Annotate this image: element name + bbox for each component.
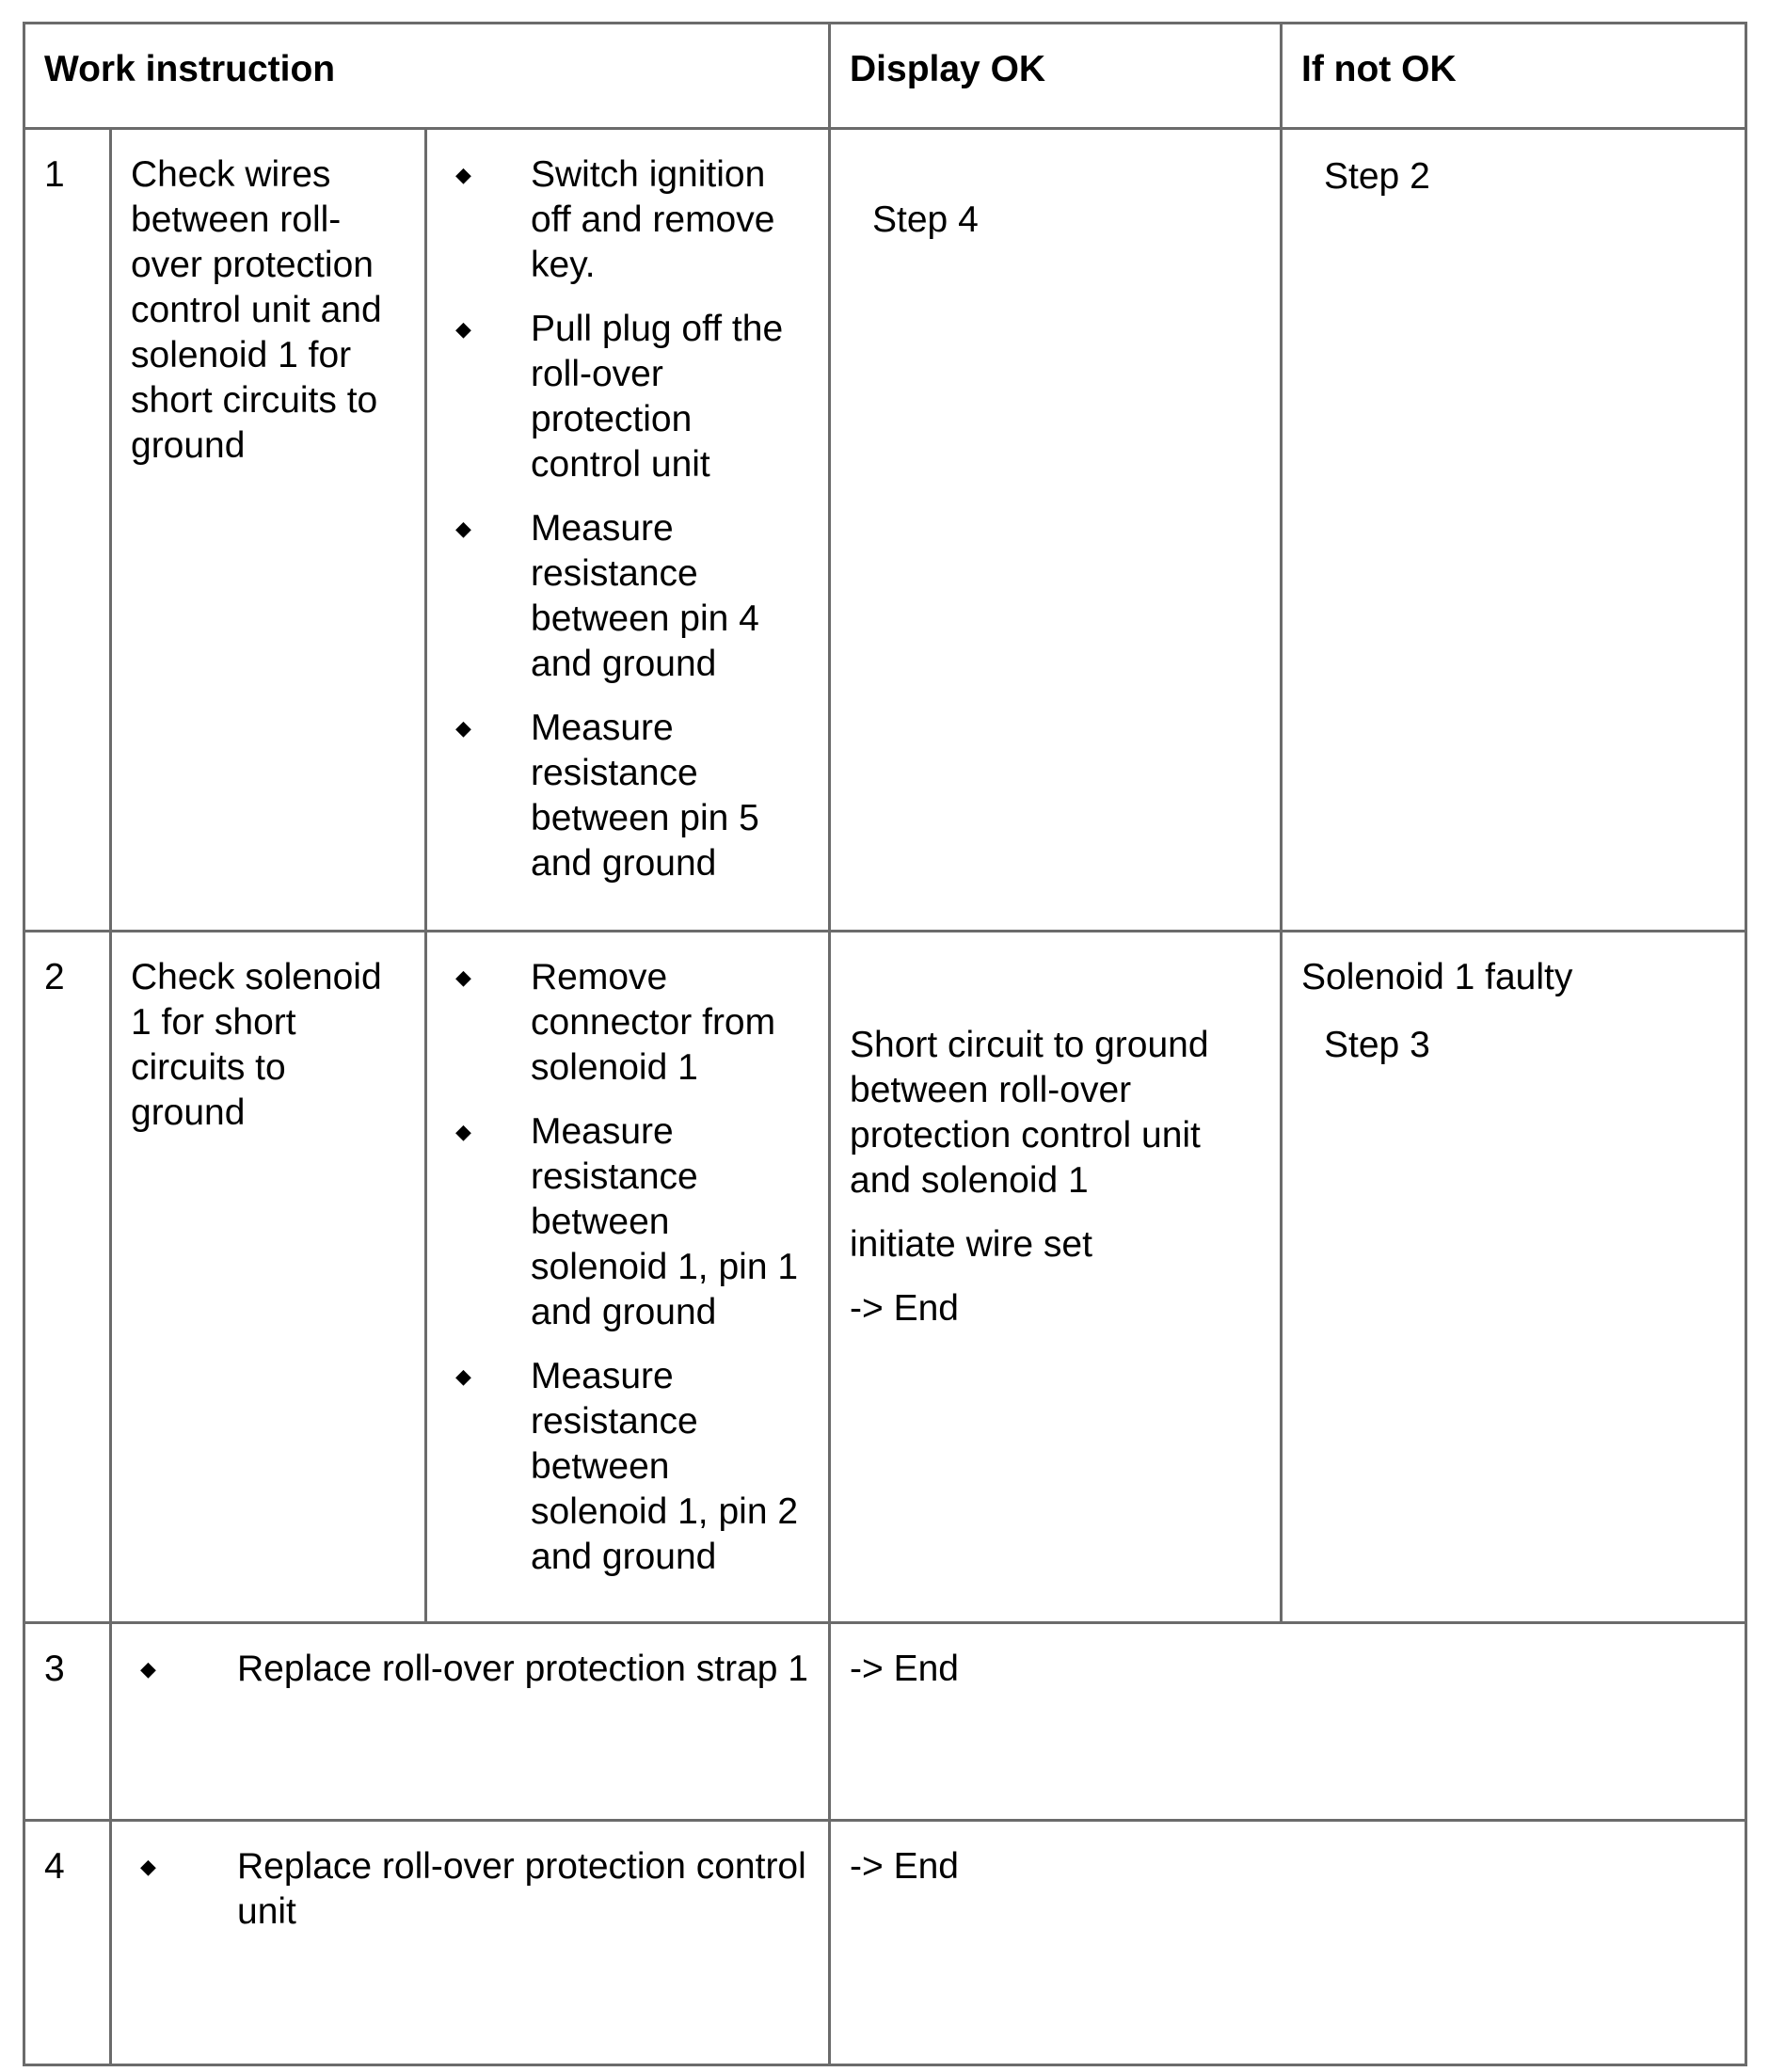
diamond-bullet-icon: ◆ [455,1120,471,1143]
display-ok-text: Short circuit to ground between roll-over protection control unit and solenoid 1 [850,1025,1209,1201]
row-steps [426,129,830,932]
display-ok-text: -> End [850,1288,959,1329]
step-item: ◆ Replace roll-over protection strap 1 [131,1647,809,1692]
step-item: ◆ Pull plug off the roll-over protection control unit [455,309,784,485]
diamond-bullet-icon: ◆ [455,317,471,341]
row-display-ok [830,129,1282,932]
row-if-not-ok [1282,129,1746,932]
step-item: ◆ Measure resistance between pin 4 and ground [455,508,759,684]
if-not-ok-text: Step 2 [1324,156,1430,197]
row-number: 2 [24,932,111,1623]
table-row [24,129,1746,932]
row-display-ok [830,1821,1746,2065]
display-ok-text: initiate wire set [850,1224,1092,1265]
row-steps [111,1821,830,2065]
diamond-bullet-icon: ◆ [455,965,471,989]
row-steps [111,1623,830,1821]
table-row [24,1821,1746,2065]
display-ok-text: -> End [850,1649,959,1689]
row-number: 4 [24,1821,111,2065]
if-not-ok-text: Step 3 [1324,1025,1430,1065]
row-if-not-ok [1282,932,1746,1623]
row-number: 3 [24,1623,111,1821]
step-item: ◆ Measure resistance between pin 5 and ground [455,708,759,884]
diamond-bullet-icon: ◆ [455,163,471,186]
row-display-ok [830,932,1282,1623]
diamond-bullet-icon: ◆ [455,1364,471,1388]
table-header-row [24,24,1746,129]
diamond-bullet-icon: ◆ [455,517,471,540]
header-work-instruction: Work instruction [24,24,830,129]
step-item: ◆ Measure resistance between solenoid 1, pin 1 and ground [455,1111,799,1332]
if-not-ok-text: Solenoid 1 faulty [1301,957,1573,997]
work-instruction-page [23,22,1745,2064]
diamond-bullet-icon: ◆ [455,716,471,740]
display-ok-text: -> End [850,1846,959,1887]
work-instruction-table [23,22,1747,2066]
row-description: Check solenoid 1 for short circuits to ground [111,932,426,1623]
row-display-ok [830,1623,1746,1821]
step-item: ◆ Measure resistance between solenoid 1, pin 2 and ground [455,1356,799,1577]
header-display-ok: Display OK [830,24,1282,129]
table-row [24,1623,1746,1821]
table-row [24,932,1746,1623]
header-if-not-ok: If not OK [1282,24,1746,129]
step-item: ◆ Replace roll-over protection control unit [140,1846,806,1932]
row-description: Check wires between roll-over protection control unit and solenoid 1 for short circuits to ground [111,129,426,932]
step-item: ◆ Switch ignition off and remove key. [455,154,775,285]
display-ok-text: Step 4 [872,199,979,240]
diamond-bullet-icon: ◆ [140,1855,156,1878]
row-number: 1 [24,129,111,932]
diamond-bullet-icon: ◆ [140,1657,156,1681]
row-steps [426,932,830,1623]
step-item: ◆ Remove connector from solenoid 1 [455,957,776,1088]
